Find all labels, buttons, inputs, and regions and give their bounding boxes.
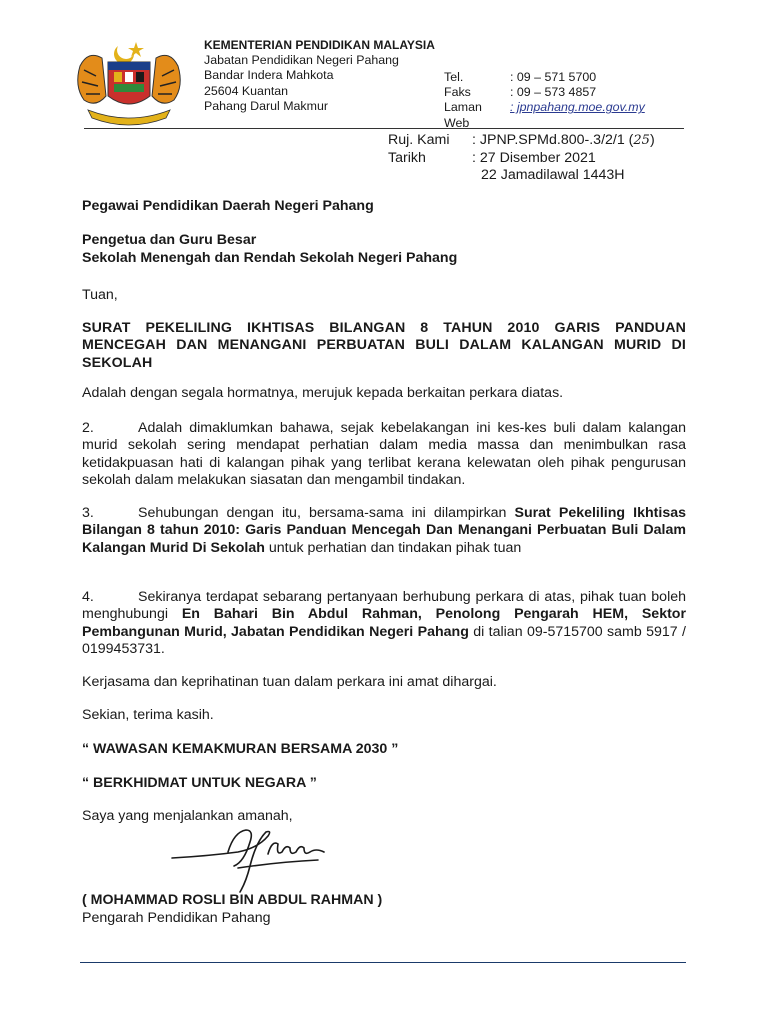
recipient-line: Sekolah Menengah dan Rendah Sekolah Negeri Pahang <box>82 250 458 266</box>
malaysia-coat-of-arms-icon <box>66 36 192 126</box>
hijri-date: 22 Jamadilawal 1443H <box>481 167 625 183</box>
intro-paragraph: Adalah dengan segala hormatnya, merujuk kepada berkaitan perkara diatas. <box>82 385 564 401</box>
fax-label: Faks <box>444 85 471 100</box>
tel-value: : 09 – 571 5700 <box>510 70 597 84</box>
paragraph-number: 2. <box>82 420 94 436</box>
hijri-spacer <box>388 167 472 185</box>
web-label: Laman Web <box>444 100 482 130</box>
signatory-name: ( MOHAMMAD ROSLI BIN ABDUL RAHMAN ) <box>82 892 383 908</box>
contact-person: En Bahari Bin Abdul Rahman, Penolong Pengarah HEM, Sektor Pembangunan Murid, Jabatan Pendidikan Negeri Pahang <box>82 606 686 640</box>
letter-subject: SURAT PEKELILING IKHTISAS BILANGAN 8 TAHUN 2010 GARIS PANDUAN MENCEGAH DAN MENANGANI PERBUATAN BULI DALAM KALANGAN MURID DI SEKOLAH <box>82 320 686 371</box>
paragraph-number: 4. <box>82 589 94 605</box>
salutation: Tuan, <box>82 287 118 303</box>
circular-title: Surat Pekeliling Ikhtisas Bilangan 8 tahun 2010: Garis Panduan Mencegah Dan Menangani Perbuatan Buli Dalam Kalangan Murid Di Sekolah <box>82 505 686 556</box>
date-value: : 27 Disember 2021 <box>472 149 596 166</box>
reference-block <box>388 132 655 185</box>
date-label: Tarikh <box>388 149 426 166</box>
paragraph-text: Adalah dimaklumkan bahawa, sejak kebelakangan ini kes-kes buli dalam kalangan murid sekolah sering mendapat perhatian dalam media massa dan menimbulkan rasa ketidakpuasan hati di kalangan pihak yang terlibat kerana kelewatan oleh pihak pengurusan sekolah dalam melakukan siasatan dan mengambil tindakan. <box>82 420 686 489</box>
website-link[interactable]: : jpnpahang.moe.gov.my <box>510 100 645 115</box>
organisation-address <box>204 38 435 114</box>
reference-close: ) <box>649 132 655 148</box>
reference-value <box>472 132 655 150</box>
paragraph-2 <box>82 420 686 490</box>
paragraph-text: Sekiranya terdapat sebarang pertanyaan berhubung perkara di atas, pihak tuan boleh menghubungi <box>82 589 686 623</box>
address-line: Bandar Indera Mahkota <box>204 68 334 83</box>
paragraph-text: Sehubungan dengan itu, bersama-sama ini dilampirkan <box>138 505 515 521</box>
handwritten-signature-icon <box>168 822 328 896</box>
reference-number: : JPNP.SPMd.800-.3/2/1 ( <box>472 132 634 148</box>
paragraph-text: di talian 09-5715700 samb 5917 / 0199453731. <box>82 623 687 658</box>
recipient-line: Pegawai Pendidikan Daerah Negeri Pahang <box>82 198 374 214</box>
paragraph-number: 3. <box>82 505 94 521</box>
ministry-name: KEMENTERIAN PENDIDIKAN MALAYSIA <box>204 38 435 52</box>
closing-line: Sekian, terima kasih. <box>82 707 214 723</box>
footer-divider <box>80 962 686 963</box>
paragraph-text: untuk perhatian dan tindakan pihak tuan <box>264 539 522 556</box>
fax-value: : 09 – 573 4857 <box>510 85 597 100</box>
contact-block <box>444 70 645 131</box>
signatory-title: Pengarah Pendidikan Pahang <box>82 910 271 926</box>
fax-row <box>444 85 645 100</box>
department-name: Jabatan Pendidikan Negeri Pahang <box>204 53 399 68</box>
trust-line: Saya yang menjalankan amanah, <box>82 808 293 824</box>
handwritten-number: 25 <box>633 133 650 148</box>
recipient-line: Pengetua dan Guru Besar <box>82 232 257 248</box>
address-line: Pahang Darul Makmur <box>204 98 328 113</box>
paragraph-4 <box>82 589 686 659</box>
reference-label: Ruj. Kami <box>388 132 450 148</box>
header-divider <box>84 128 684 129</box>
hijri-row <box>388 167 655 185</box>
thanks-paragraph: Kerjasama dan keprihatinan tuan dalam perkara ini amat dihargai. <box>82 674 497 690</box>
tel-row <box>444 70 645 85</box>
web-row <box>444 100 645 130</box>
reference-row <box>388 132 655 150</box>
motto-line: “ WAWASAN KEMAKMURAN BERSAMA 2030 ” <box>82 741 399 757</box>
date-row <box>388 150 655 168</box>
motto-line: “ BERKHIDMAT UNTUK NEGARA ” <box>82 775 317 791</box>
paragraph-3 <box>82 505 686 557</box>
tel-label: Tel. <box>444 70 464 84</box>
address-line: 25604 Kuantan <box>204 83 289 98</box>
